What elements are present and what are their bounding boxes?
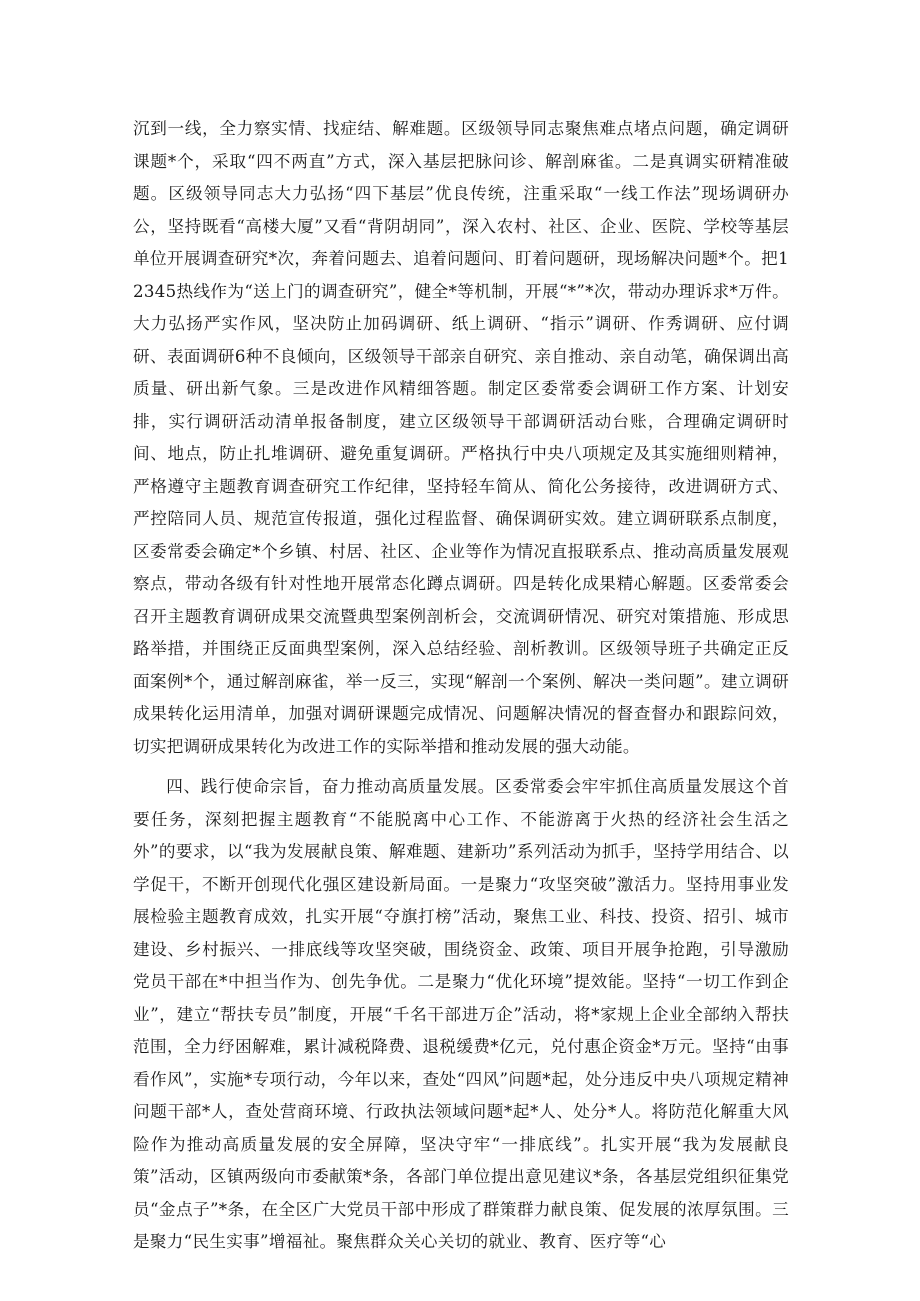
- paragraph-section-four-high-quality-development: 四、践行使命宗旨，奋力推动高质量发展。区委常委会牢牢抓住高质量发展这个首要任务，深刻把握主题教育“不能脱离中心工作、不能游离于火热的经济社会生活之外”的要求，以“我为发展献良策、解难题、建新功”系列活动为抓手，坚持学用结合、以学促干，不断开创现代化强区建设新局面。一是聚力“攻坚突破”激活力。坚持用事业发展检验主题教育成效，扎实开展“夺旗打榜”活动，聚焦工业、科技、投资、招引、城市建设、乡村振兴、一排底线等攻坚突破，围绕资金、政策、项目开展争抢跑，引导激励党员干部在*中担当作为、创先争优。二是聚力“优化环境”提效能。坚持“一切工作到企业”，建立“帮扶专员”制度，开展“千名干部进万企”活动，将*家规上企业全部纳入帮扶范围，全力纾困解难，累计减税降费、退税缓费*亿元，兑付惠企资金*万元。坚持“由事看作风”，实施*专项行动，今年以来，查处“四风”问题*起，处分违反中央八项规定精神问题干部*人，查处营商环境、行政执法领域问题*起*人、处分*人。将防范化解重大风险作为推动高质量发展的安全屏障，坚决守牢“一排底线”。扎实开展“我为发展献良策”活动，区镇两级向市委献策*条，各部门单位提出意见建议*条，各基层党组织征集党员“金点子”*条，在全区广大党员干部中形成了群策群力献良策、促发展的浓厚氛围。三是聚力“民生实事”增福祉。聚焦群众关心关切的就业、教育、医疗等“心: [133, 777, 789, 1251]
- paragraph-research-continuation: 沉到一线，全力察实情、找症结、解难题。区级领导同志聚焦难点堵点问题，确定调研课题*个，采取“四不两直”方式，深入基层把脉问诊、解剖麻雀。二是真调实研精准破题。区级领导同志大力弘扬“四下基层”优良传统，注重采取“一线工作法”现场调研办公，坚持既看“高楼大厦”又看“背阴胡同”，深入农村、社区、企业、医院、学校等基层单位开展调查研究*次，奔着问题去、追着问题问、盯着问题研，现场解决问题*个。把12345热线作为“送上门的调查研究”，健全*等机制，开展“*”*次，带动办理诉求*万件。大力弘扬严实作风，坚决防止加码调研、纸上调研、“指示”调研、作秀调研、应付调研、表面调研6种不良倾向，区级领导干部亲自研究、亲自推动、亲自动笔，确保调出高质量、研出新气象。三是改进作风精细答题。制定区委常委会调研工作方案、计划安排，实行调研活动清单报备制度，建立区级领导干部调研活动台账，合理确定调研时间、地点，防止扎堆调研、避免重复调研。严格执行中央八项规定及其实施细则精神，严格遵守主题教育调查研究工作纪律，坚持轻车简从、简化公务接待，改进调研方式、严控陪同人员、规范宣传报道，强化过程监督、确保调研实效。建立调研联系点制度，区委常委会确定*个乡镇、村居、社区、企业等作为情况直报联系点、推动高质量发展观察点，带动各级有针对性地开展常态化蹲点调研。四是转化成果精心解题。区委常委会召开主题教育调研成果交流暨典型案例剖析会，交流调研情况、研究对策措施、形成思路举措，并围绕正反面典型案例，深入总结经验、剖析教训。区级领导班子共确定正反面案例*个，通过解剖麻雀，举一反三，实现“解剖一个案例、解决一类问题”。建立调研成果转化运用清单，加强对调研课题完成情况、问题解决情况的督查督办和跟踪问效，切实把调研成果转化为改进工作的实际举措和推动发展的强大动能。: [133, 119, 789, 756]
- body-text-column: [133, 113, 789, 1259]
